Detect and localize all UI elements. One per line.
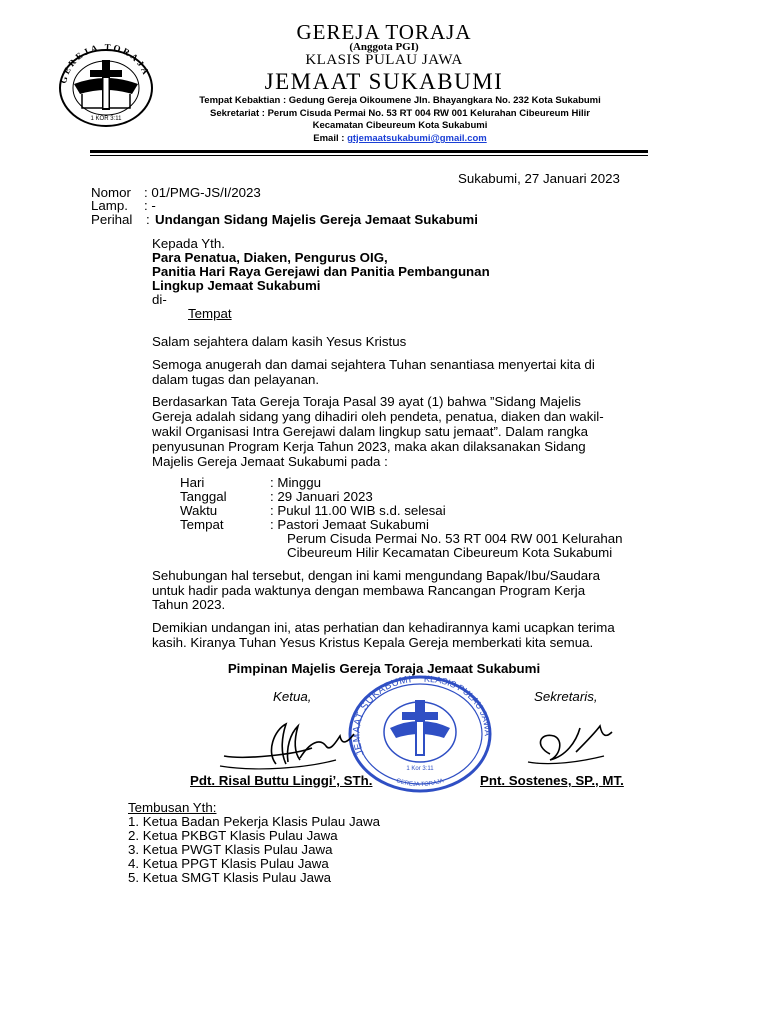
para3-line-1: Sehubungan hal tersebut, dengan ini kami mengundang Bapak/Ibu/Saudara xyxy=(152,568,600,583)
para2-line-3: wakil Organisasi Intra Gerejawi dalam lingkup satu jemaat”. Dalam rangka xyxy=(152,424,589,439)
logo-text: GEREJA TORAJA xyxy=(58,42,152,85)
cc-item: 4. Ketua PPGT Klasis Pulau Jawa xyxy=(128,856,329,871)
header-divider-thin xyxy=(90,155,648,156)
to-line-3: Lingkup Jemaat Sukabumi xyxy=(152,278,321,293)
svg-text:GEREJA TORAJA xyxy=(395,778,444,788)
stamp-text-right: KLASIS PULAU JAWA xyxy=(423,673,493,737)
place-date: Sukabumi, 27 Januari 2023 xyxy=(458,171,620,186)
greeting: Salam sejahtera dalam kasih Yesus Kristus xyxy=(152,334,407,349)
para4-line-2: kasih. Kiranya Tuhan Yesus Kristus Kepala Gereja memberkati kita semua. xyxy=(152,635,594,650)
sekretaris-name: Pnt. Sostenes, SP., MT. xyxy=(480,773,624,788)
header-member: (Anggota PGI) xyxy=(349,41,419,53)
cc-item: 5. Ketua SMGT Klasis Pulau Jawa xyxy=(128,870,331,885)
detail-label-hari: Hari xyxy=(180,475,205,490)
cc-item: 1. Ketua Badan Pekerja Klasis Pulau Jawa xyxy=(128,814,381,829)
cc-item: 3. Ketua PWGT Klasis Pulau Jawa xyxy=(128,842,333,857)
detail-value-hari: : Minggu xyxy=(270,475,321,490)
to-tempat: Tempat xyxy=(188,306,232,321)
header-klasis: KLASIS PULAU JAWA xyxy=(305,52,463,68)
address-secretariat-1: Sekretariat : Perum Cisuda Permai No. 53 RT 004 RW 001 Kelurahan Cibeureum Hilir xyxy=(210,108,590,119)
para1-line-2: dalam tugas dan pelayanan. xyxy=(152,372,320,387)
sekretaris-signature xyxy=(520,712,616,774)
ketua-signature xyxy=(216,712,364,776)
place-address-2: Cibeureum Hilir Kecamatan Cibeureum Kota Sukabumi xyxy=(287,545,613,560)
address-worship: Tempat Kebaktian : Gedung Gereja Oikoumene Jln. Bhayangkara No. 232 Kota Sukabumi xyxy=(199,95,601,106)
lamp-label: Lamp. xyxy=(91,198,128,213)
email-label: Email : xyxy=(313,133,348,144)
stamp-text-bottom: GEREJA TORAJA xyxy=(395,778,445,789)
to-line-1: Para Penatua, Diaken, Pengurus OIG, xyxy=(152,250,388,265)
stamp-ref: 1 Kor 3:11 xyxy=(406,766,434,772)
perihal-colon: : xyxy=(146,212,150,227)
header-divider xyxy=(90,150,648,153)
detail-value-waktu: : Pukul 11.00 WIB s.d. selesai xyxy=(270,503,446,518)
para3-line-3: Tahun 2023. xyxy=(152,597,226,612)
to-line-2: Panitia Hari Raya Gerejawi dan Panitia Pembangunan xyxy=(152,264,490,279)
detail-label-tanggal: Tanggal xyxy=(180,489,227,504)
stamp-text-top: JEMAAT SUKABUMI xyxy=(351,674,413,758)
cc-item: 2. Ketua PKBGT Klasis Pulau Jawa xyxy=(128,828,338,843)
para1-line-1: Semoga anugerah dan damai sejahtera Tuhan senantiasa menyertai kita di xyxy=(152,357,595,372)
para3-line-2: untuk hadir pada waktunya dengan membawa Rancangan Program Kerja xyxy=(152,583,586,598)
detail-value-tanggal: : 29 Januari 2023 xyxy=(270,489,373,504)
header-jemaat: JEMAAT SUKABUMI xyxy=(264,69,504,94)
para2-line-1: Berdasarkan Tata Gereja Toraja Pasal 39 ayat (1) bahwa ”Sidang Majelis xyxy=(152,394,581,409)
para4-line-1: Demikian undangan ini, atas perhatian dan kehadirannya kami ucapkan terima xyxy=(152,620,615,635)
cc-label: Tembusan Yth: xyxy=(128,800,217,815)
nomor-value: : 01/PMG-JS/I/2023 xyxy=(144,185,261,200)
lamp-value: : - xyxy=(144,198,156,213)
header-org: GEREJA TORAJA xyxy=(296,20,472,44)
email-link[interactable]: gtjemaatsukabumi@gmail.com xyxy=(347,133,487,144)
detail-label-waktu: Waktu xyxy=(180,503,218,518)
para2-line-5: Majelis Gereja Jemaat Sukabumi pada : xyxy=(152,454,388,469)
to-di: di- xyxy=(152,292,167,307)
para2-line-2: Gereja adalah sidang yang dihadiri oleh pendeta, penatua, diaken dan wakil- xyxy=(152,409,604,424)
place-address-1: Perum Cisuda Permai No. 53 RT 004 RW 001 Kelurahan xyxy=(287,531,623,546)
para2-line-4: penyusunan Program Kerja Tahun 2023, maka akan dilaksanakan Sidang xyxy=(152,439,586,454)
ketua-name: Pdt. Risal Buttu Linggi’, STh. xyxy=(190,773,373,788)
address-secretariat-2: Kecamatan Cibeureum Kota Sukabumi xyxy=(312,120,488,131)
perihal-value: Undangan Sidang Majelis Gereja Jemaat Sukabumi xyxy=(155,212,478,227)
nomor-label: Nomor xyxy=(91,185,131,200)
perihal-label: Perihal xyxy=(91,212,133,227)
ketua-label: Ketua, xyxy=(273,689,312,704)
logo-ref: 1 KOR 3:11 xyxy=(90,116,122,122)
detail-label-tempat: Tempat xyxy=(180,517,224,532)
email-line xyxy=(150,133,650,146)
signature-heading: Pimpinan Majelis Gereja Toraja Jemaat Sukabumi xyxy=(227,661,541,676)
sekretaris-label: Sekretaris, xyxy=(534,689,598,704)
detail-value-tempat: : Pastori Jemaat Sukabumi xyxy=(270,517,429,532)
to-label: Kepada Yth. xyxy=(152,236,225,251)
